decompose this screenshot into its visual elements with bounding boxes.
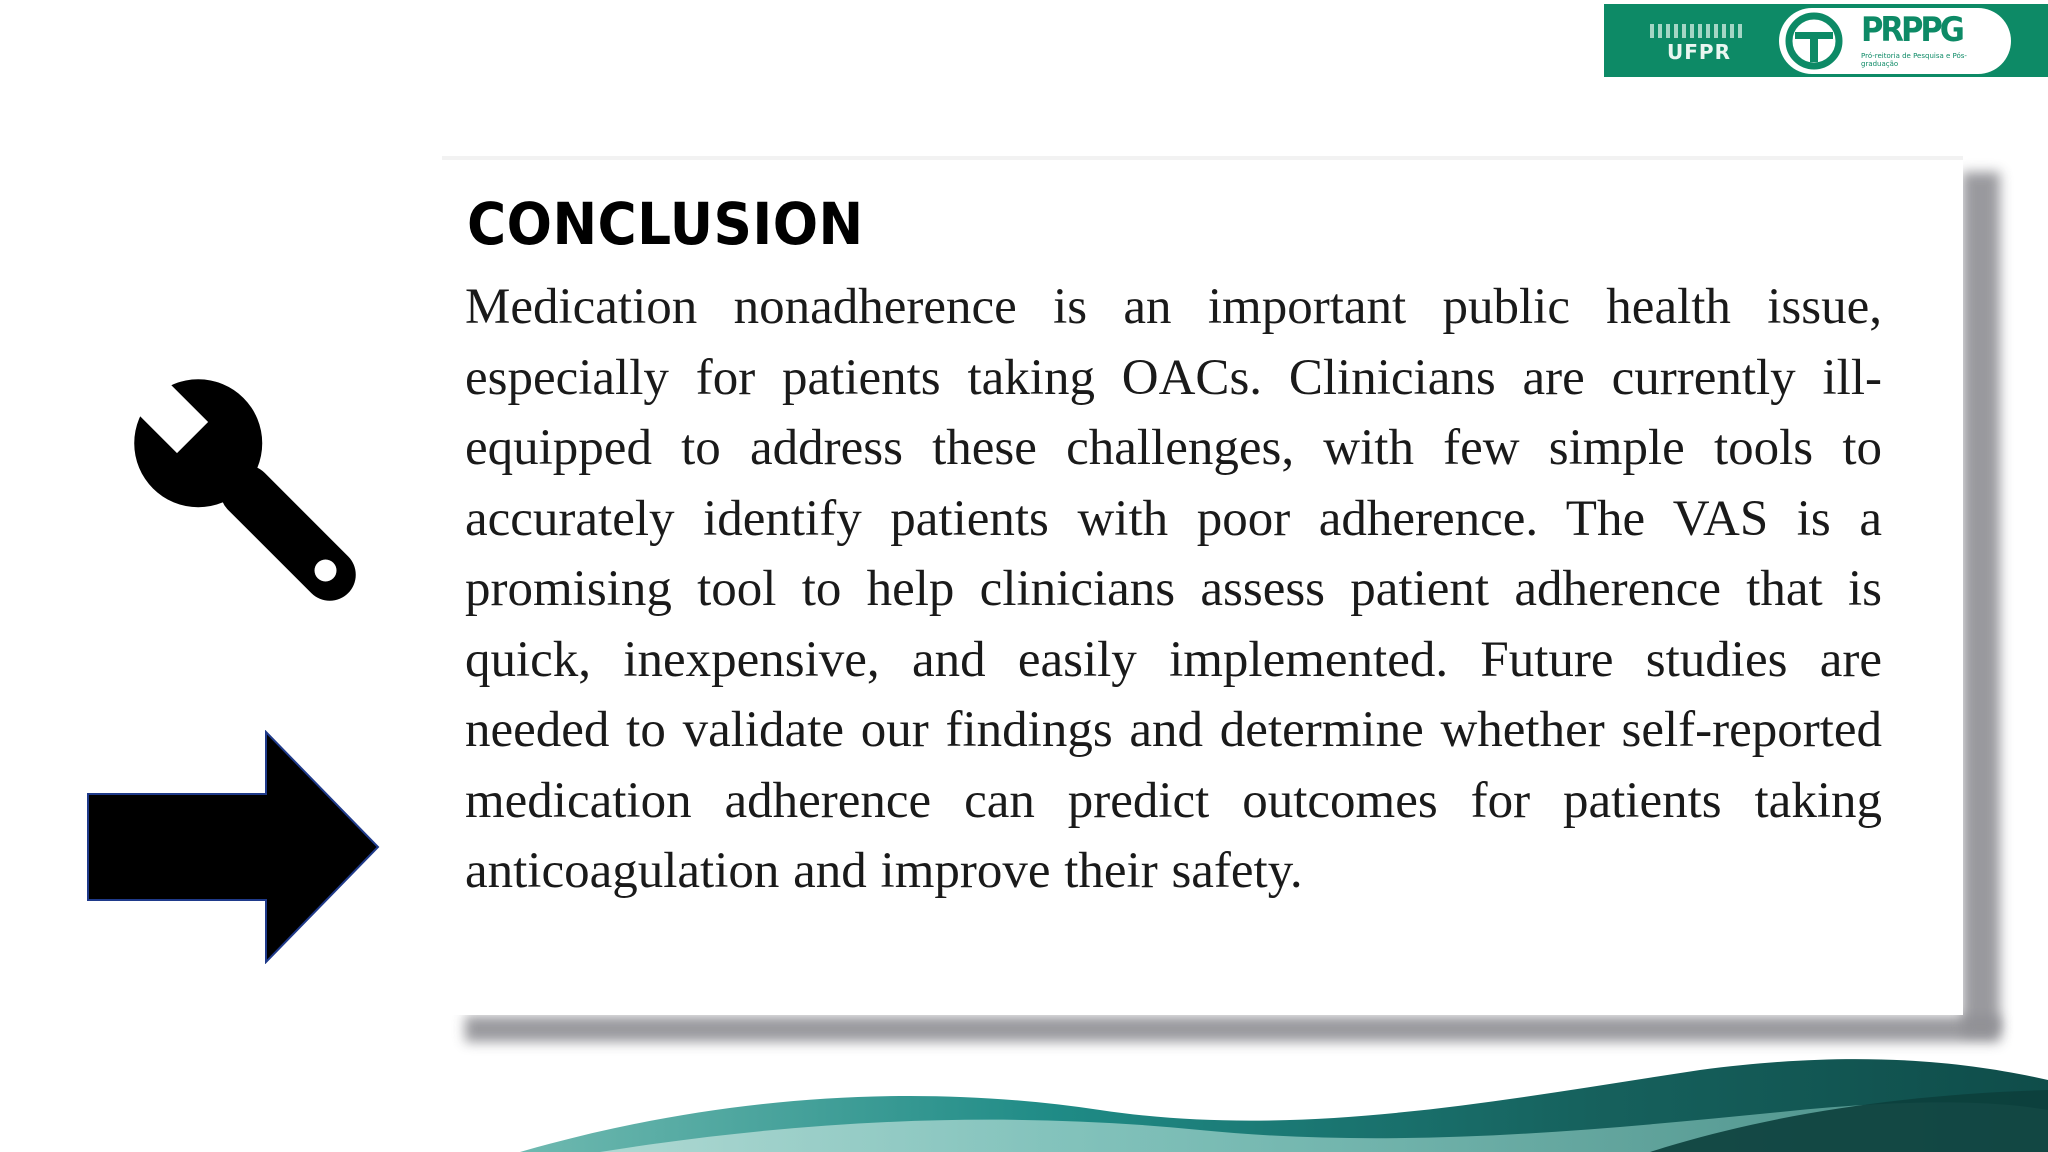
ufpr-logo-text: UFPR (1667, 40, 1731, 64)
prppg-logo-subtitle: Pró-reitoria de Pesquisa e Pós-graduação (1861, 52, 1967, 68)
prppg-logo-text: PRPPG (1861, 10, 1962, 50)
panel-shadow-right (1962, 172, 2000, 1034)
right-arrow-icon (86, 730, 382, 964)
wrench-icon (95, 340, 375, 620)
conclusion-panel (442, 156, 1963, 1015)
prppg-logo (1779, 8, 2011, 74)
ufpr-building-mark (1650, 24, 1746, 38)
conclusion-title: CONCLUSION (467, 190, 864, 258)
prppg-emblem-icon (1785, 12, 1843, 70)
ufpr-logo (1644, 22, 1754, 64)
conclusion-body: Medication nonadherence is an important public health issue, especially for patients taking OACs. Clinicians are currently ill-equipped to address these challenges, with few simple tools to accurately identify patients with poor adherence. The VAS is a promising tool to help clinicians assess patient adherence that is quick, inexpensive, and easily implemented. Future studies are needed to validate our findings and determine whether self-reported medication adherence can predict outcomes for patients taking anticoagulation and improve their safety. (465, 279, 1882, 899)
panel-shadow-bottom (465, 1016, 2000, 1042)
decorative-wave (0, 1040, 2048, 1152)
institution-logo-banner (1604, 4, 2048, 77)
